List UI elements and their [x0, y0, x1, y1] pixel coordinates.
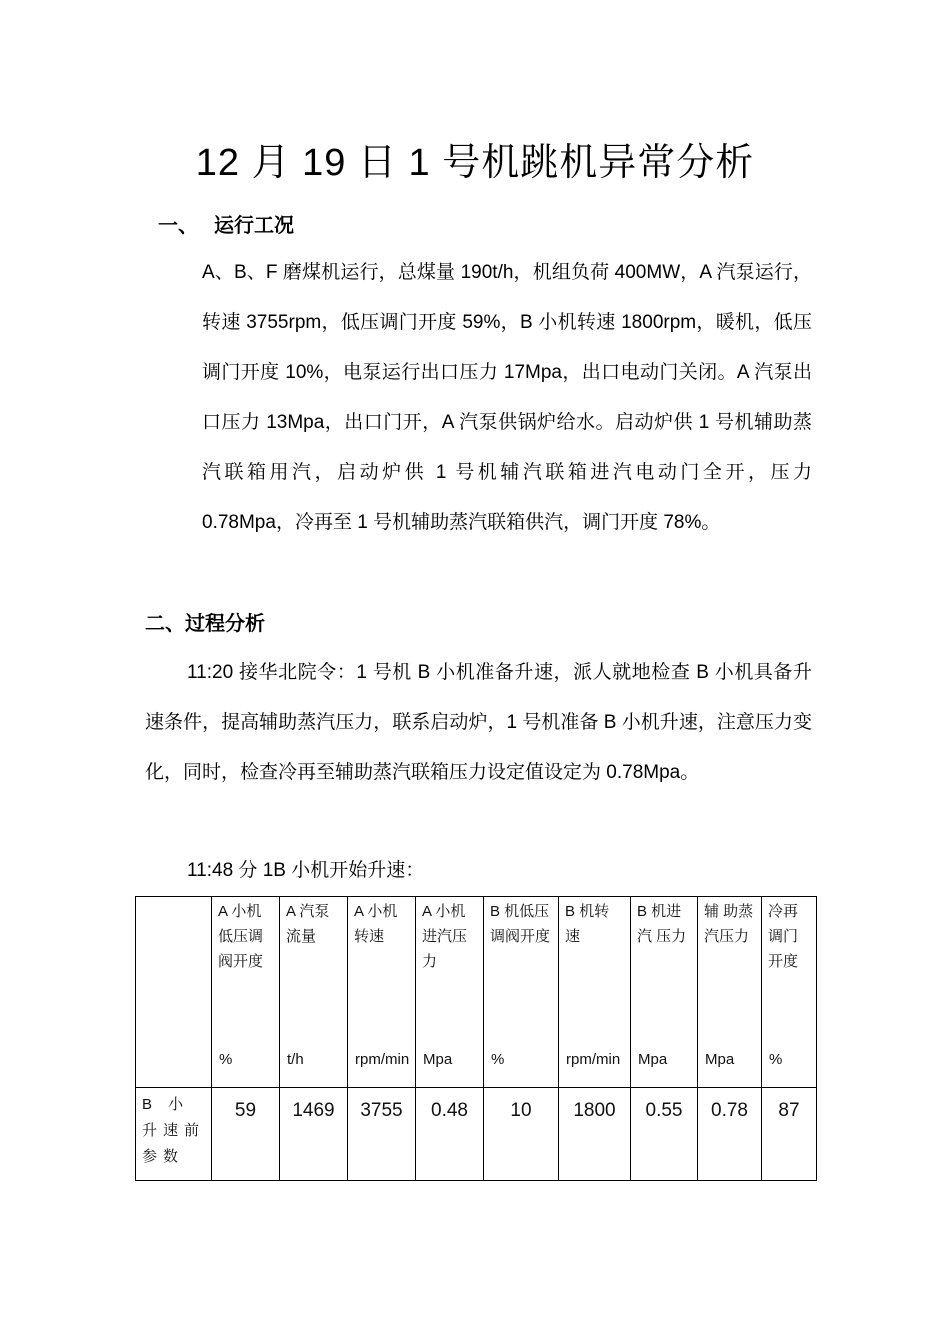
- operating-conditions-paragraph: A、B、F 磨煤机运行，总煤量 190t/h，机组负荷 400MW，A 汽泵运行，转速 3755rpm，低压调门开度 59%，B 小机转速 1800rpm，暖机，低压调门开度 10%，电泵运行出口压力 17Mpa，出口电动门关闭。A 汽泵出口压力 13Mpa，出口门开，A 汽泵供锅炉给水。启动炉供 1 号机辅助蒸汽联箱用汽，启动炉供 1 号机辅汽联箱进汽电动门全开，压力 0.78Mpa，冷再至 1 号机辅助蒸汽联箱供汽，调门开度 78%。: [202, 262, 812, 533]
- speed-up-start-line: 11:48 分 1B 小机开始升速：: [187, 860, 425, 881]
- section-heading-process-analysis: 二、过程分析: [145, 613, 265, 635]
- value-cell: 1800: [559, 1088, 631, 1181]
- header-cell: B 机低压调阀开度 %: [484, 897, 559, 1088]
- value-cell: 0.48: [416, 1088, 484, 1181]
- value-cell: 10: [484, 1088, 559, 1181]
- value-cell: 0.78: [698, 1088, 762, 1181]
- header-cell-empty: [136, 897, 212, 1088]
- section-number: 一、: [158, 215, 198, 237]
- value-cell: 87: [762, 1088, 817, 1181]
- value-cell: 59: [212, 1088, 280, 1181]
- value-cell: 1469: [280, 1088, 348, 1181]
- header-cell: A 小机进汽压力 Mpa: [416, 897, 484, 1088]
- header-cell: A 汽泵流量 t/h: [280, 897, 348, 1088]
- header-cell: A 小机转速 rpm/min: [348, 897, 416, 1088]
- header-cell: 冷再调门开度 %: [762, 897, 817, 1088]
- value-cell: 3755: [348, 1088, 416, 1181]
- section-heading-operating-conditions: [158, 212, 294, 240]
- table-header-row: [136, 897, 817, 1088]
- table-row: [136, 1088, 817, 1181]
- process-analysis-paragraph: 11:20 接华北院令：1 号机 B 小机准备升速，派人就地检查 B 小机具备升速条件，提高辅助蒸汽压力，联系启动炉，1 号机准备 B 小机升速，注意压力变化，同时，检查冷再至辅助蒸汽联箱压力设定值设定为 0.78Mpa。: [145, 662, 812, 783]
- header-cell: B 机进汽 压力 Mpa: [631, 897, 698, 1088]
- row-label-cell: B 小升速前参数: [136, 1088, 212, 1181]
- header-cell: B 机转速 rpm/min: [559, 897, 631, 1088]
- value-cell: 0.55: [631, 1088, 698, 1181]
- parameter-table: [135, 896, 817, 1181]
- section-title: 运行工况: [214, 215, 294, 237]
- document-title: 12 月 19 日 1 号机跳机异常分析: [195, 142, 755, 184]
- header-cell: 辅 助蒸汽压力 Mpa: [698, 897, 762, 1088]
- header-cell: A 小机低压调阀开度 %: [212, 897, 280, 1088]
